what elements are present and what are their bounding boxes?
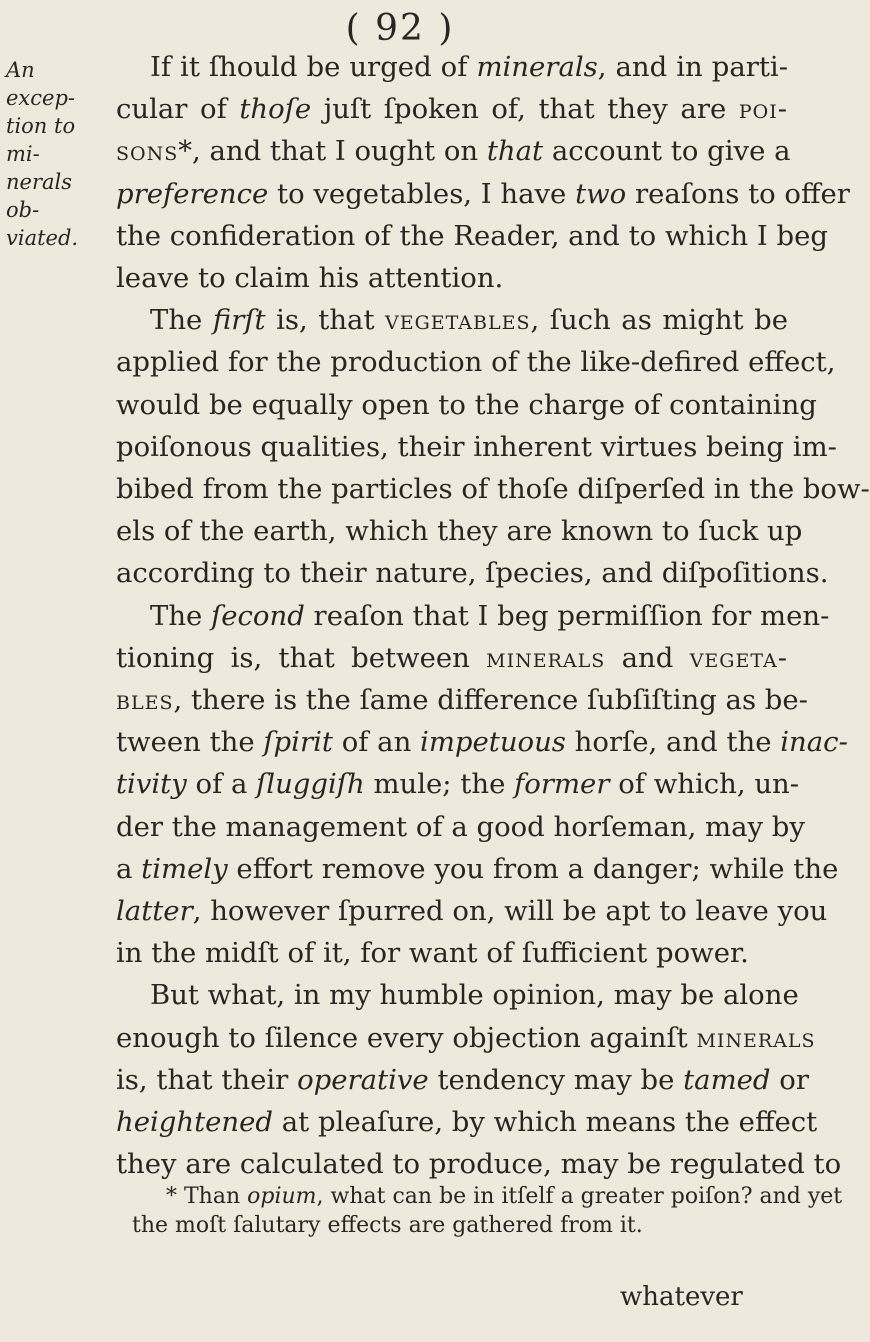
text-line: heightened at pleaſure, by which means the effect bbox=[116, 1106, 818, 1139]
footnote-line: the moſt ſalutary effects are gathered from it. bbox=[132, 1213, 643, 1238]
text-line: according to their nature, ſpecies, and diſpoſitions. bbox=[116, 557, 829, 590]
margin-note-line: An excep- bbox=[6, 58, 75, 110]
text-line: der the management of a good horſeman, may by bbox=[116, 810, 805, 843]
footnote bbox=[132, 1182, 843, 1240]
text-line: enough to ſilence every objection againſt minerals bbox=[116, 1021, 816, 1054]
margin-note-line: viated. bbox=[6, 226, 79, 250]
catchword: whatever bbox=[620, 1282, 743, 1312]
text-line: poiſonous qualities, their inherent virtues being im- bbox=[116, 430, 837, 463]
text-line: the confideration of the Reader, and to which I beg bbox=[116, 219, 828, 252]
text-line: would be equally open to the charge of containing bbox=[116, 388, 817, 421]
text-line: a timely effort remove you from a danger; while the bbox=[116, 852, 839, 885]
text-line: bibed from the particles of thoſe diſperſed in the bow- bbox=[116, 473, 870, 506]
margin-note-line: nerals ob- bbox=[6, 170, 73, 222]
text-line: tioning is, that between minerals and vegeta- bbox=[116, 641, 788, 674]
text-line: cular of thoſe juſt ſpoken of, that they are poi- bbox=[116, 93, 788, 126]
text-line: The ſecond reaſon that I beg permiſſion for men- bbox=[150, 599, 830, 632]
text-line: The firſt is, that vegetables, ſuch as might be bbox=[150, 304, 788, 337]
text-line: leave to claim his attention. bbox=[116, 262, 504, 295]
text-line: latter, however ſpurred on, will be apt to leave you bbox=[116, 895, 828, 928]
margin-note-line: tion to mi- bbox=[6, 114, 76, 166]
text-line: in the midſt of it, for want of ſufficient power. bbox=[116, 937, 749, 970]
text-line: If it ſhould be urged of minerals, and in parti- bbox=[150, 51, 789, 83]
text-line: tivity of a ſluggiſh mule; the former of which, un- bbox=[116, 768, 800, 801]
text-line: tween the ſpirit of an impetuous horſe, and the inac- bbox=[116, 726, 848, 759]
footnote-line: * Than opium, what can be in itſelf a greater poiſon? and yet bbox=[166, 1184, 843, 1209]
text-line: But what, in my humble opinion, may be alone bbox=[150, 979, 799, 1012]
page-number: ( 92 ) bbox=[345, 8, 455, 49]
body-text bbox=[116, 46, 870, 1185]
text-line: bles, there is the ſame difference ſubſiſting as be- bbox=[116, 684, 808, 717]
margin-note bbox=[6, 56, 98, 252]
text-line: they are calculated to produce, may be regulated to bbox=[116, 1148, 842, 1181]
text-line: is, that their operative tendency may be tamed or bbox=[116, 1063, 809, 1096]
text-line: els of the earth, which they are known to ſuck up bbox=[116, 515, 803, 548]
text-line: applied for the production of the like-defired effect, bbox=[116, 346, 836, 379]
text-line: sons*, and that I ought on that account to give a bbox=[116, 135, 791, 168]
text-line: preference to vegetables, I have two reaſons to offer bbox=[116, 177, 850, 210]
